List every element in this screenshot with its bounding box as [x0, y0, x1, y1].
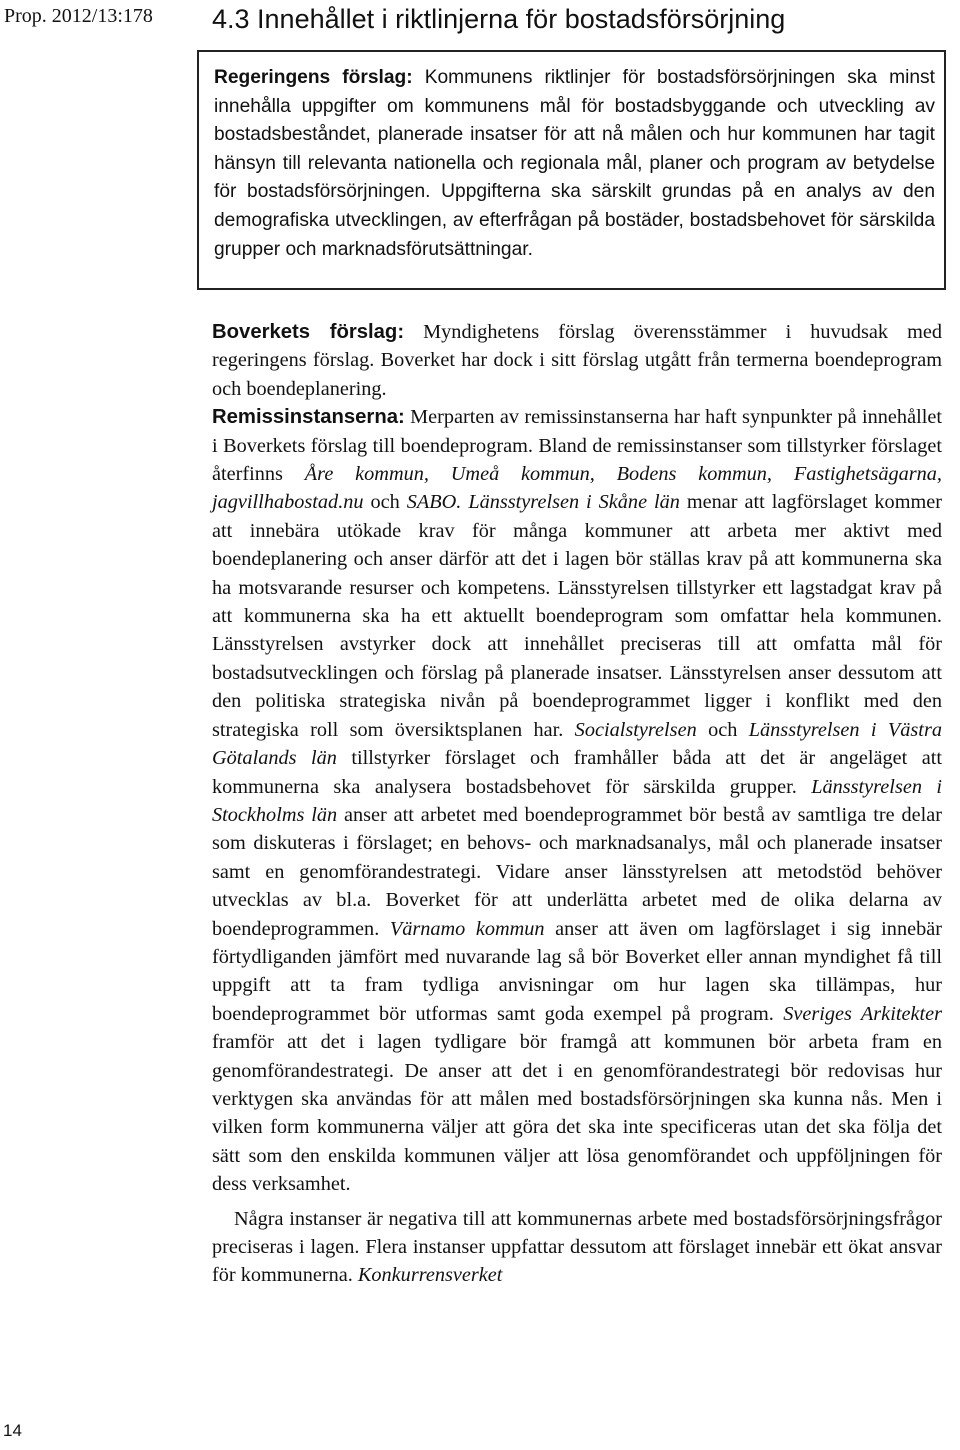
proposal-text: Kommunens riktlinjer för bostadsförsörjningen ska minst innehålla uppgifter om kommunens mål för bostadsbyggande och utveckling av bostadsbeståndet, planerade insatser för att nå målen och hur kommunen har tagit hänsyn till relevanta nationella och regionala mål, planer och program av betydelse för bostadsförsörjningen. Uppgifterna ska särskilt grundas på en analys av den demografiska utvecklingen, av efterfrågan på bostäder, bostadsbehovet för särskilda grupper och marknadsförutsättningar. [214, 67, 935, 260]
remiss-text: och [363, 491, 407, 514]
margin-reference: Prop. 2012/13:178 [4, 5, 153, 27]
main-text [212, 318, 942, 1290]
boverket-text: Myndighetens förslag överensstämmer i huvudsak med regeringens förslag. Boverket har dock i sitt förslag utgått från termerna boendeprogram och boendeplanering. [212, 321, 942, 400]
remiss-text: framför att det i lagen tydligare bör framgå att kommunen bör arbeta fram en genomförandestrategi. De anser att det i en genomförandestrategi bör redovisas hur verktygen ska användas för att målen med bostadsförsörjningen ska kunna nås. Men i vilken form kommunerna väljer att göra det ska inte specificeras utan det ska följa det sätt som den enskilda kommunen väljer att lösa genomförandet och uppföljningen för dess verksamhet. [212, 1031, 942, 1196]
remiss-text: Merparten av remissinstanserna har haft synpunkter på innehållet i Boverkets förslag till boendeprogram. Bland de remissinstanser som tillstyrker förslaget återfinns [212, 406, 942, 486]
remiss-bodies: SABO. Länsstyrelsen i Skåne län [406, 491, 680, 514]
government-proposal-box [197, 50, 946, 290]
remiss-text: tillstyrker förslaget och framhåller båda att det är angeläget att kommunerna ska analysera bostadsbehovet för särskilda grupper. [212, 747, 943, 798]
remiss-bodies: Länsstyrelsen i Västra Götalands län [212, 718, 942, 770]
section-title: 4.3 Innehållet i riktlinjerna för bostadsförsörjning [212, 4, 786, 34]
remiss-label: Remissinstanserna: [212, 406, 405, 429]
proposal-label: Regeringens förslag: [214, 67, 413, 88]
negative-text: Några instanser är negativa till att kommunernas arbete med bostadsförsörjningsfrågor preciseras i lagen. Flera instanser uppfattar dessutom att förslaget innebär ett ökat ansvar för kommunerna. [212, 1207, 942, 1287]
page-number: 14 [3, 1421, 22, 1440]
remiss-bodies: Sveriges Arkitekter [783, 1002, 942, 1025]
remiss-text: anser att även om lagförslaget i sig innebär förtydliganden jämfört med nuvarande lag så bör Boverket eller annan myndighet få till uppgift att ta fram tydliga anvisningar om hur lagen ska tillämpas, hur boendeprogrammet bör utformas samt goda exempel på program. [212, 917, 942, 1025]
remiss-text: anser att arbetet med boendeprogrammet bör bestå av samtliga tre delar som diskuteras i förslaget; en behovs- och marknadsanalys, mål och planerade insatser samt en genomförandestrategi. Vidare anser länsstyrelsen att metodstöd behöver utvecklas av bl.a. Boverket för att underlätta arbetet med de olika delarna av boendeprogrammen. [212, 803, 942, 940]
remiss-bodies: Värnamo kommun [389, 917, 545, 940]
remiss-paragraph [212, 403, 942, 1198]
boverket-paragraph [212, 318, 942, 403]
boverket-label: Boverkets förslag: [212, 321, 405, 343]
remiss-text: och [696, 718, 749, 741]
remiss-bodies: Åre kommun, Umeå kommun, Bodens kommun, Fastighetsägarna, jagvillhabostad.nu [212, 463, 942, 514]
negative-bodies: Konkurrensverket [357, 1264, 503, 1287]
remiss-text: menar att lagförslaget kommer att innebära utökade krav för många kommuner att arbeta mer aktivt med boendeplanering och anser därför att det i lagen bör ställas krav på att kommunerna ska ha motsvarande resurser och kompetens. Länsstyrelsen tillstyrker ett lagstadgat krav på att kommunerna ska ha ett aktuellt boendeprogram som omfattar hela kommunen. Länsstyrelsen avstyrker dock att innehållet preciseras till att omfatta mål för bostadsutvecklingen och förslag på planerade insatser. Länsstyrelsen anser dessutom att den politiska strategiska nivån på boendeprogrammet ligger i konflikt med den strategiska roll som översiktsplanen har. [212, 491, 942, 741]
remiss-bodies: Länsstyrelsen i Stockholms län [212, 775, 943, 826]
remiss-bodies: Socialstyrelsen [574, 718, 697, 741]
negative-paragraph [212, 1205, 942, 1290]
